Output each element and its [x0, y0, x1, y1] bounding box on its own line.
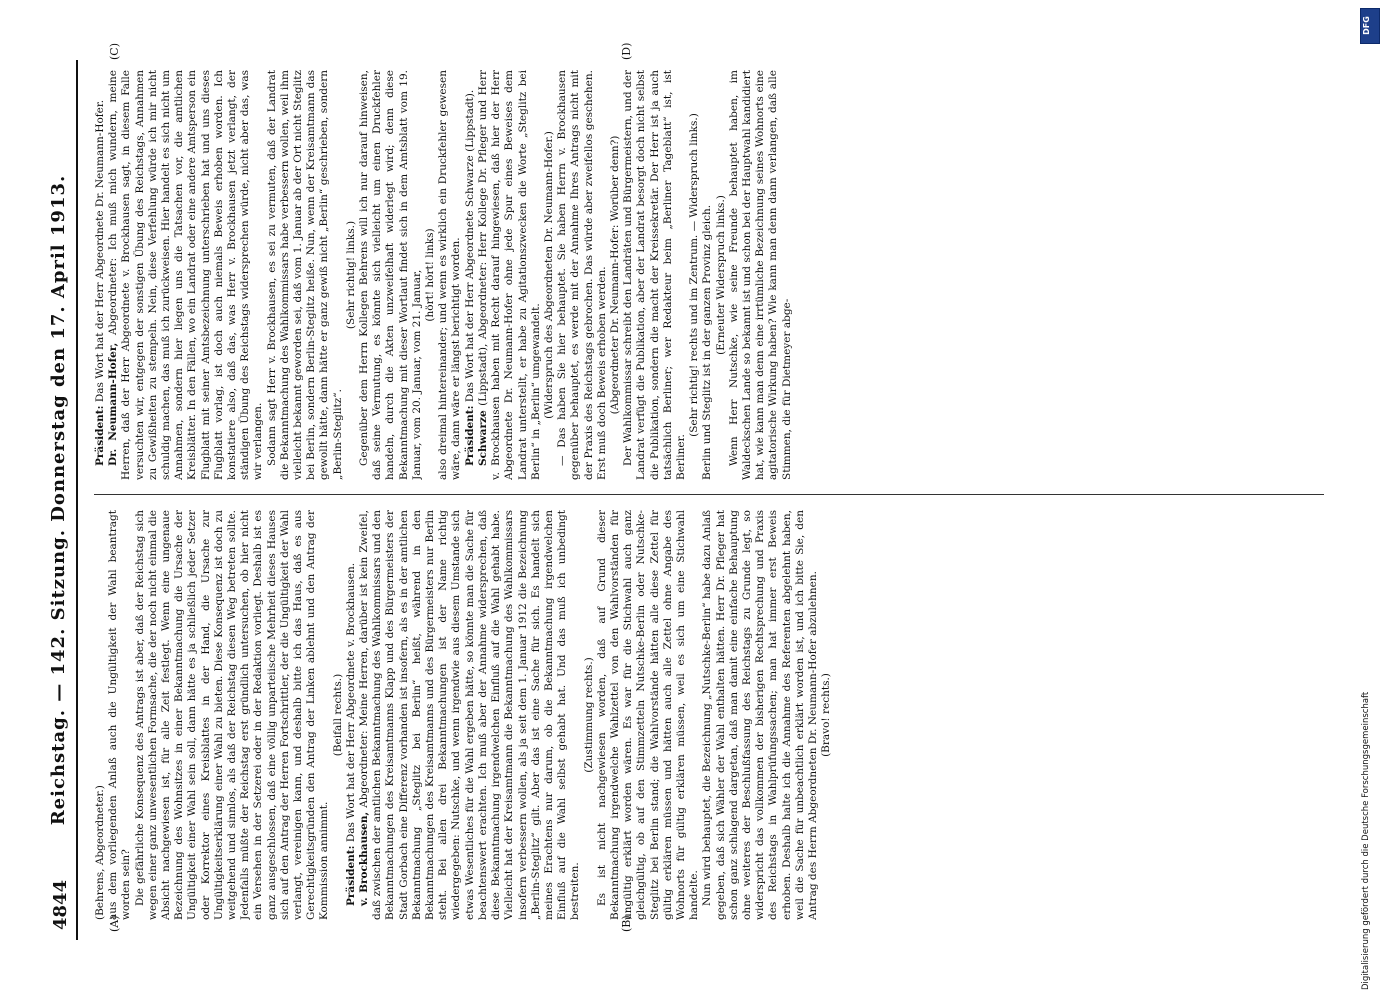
speaker-name: Schwarze	[476, 410, 489, 466]
paragraph	[345, 70, 358, 480]
paragraph	[556, 70, 609, 480]
paragraph-text: (Abgeordneter Dr. Neumann-Hofer: Worüber denn?)	[608, 135, 621, 415]
paragraph-text: Nun wird behauptet, die Bezeichnung „Nutschke-Berlin“ habe dazu Anlaß gegeben, daß sich Wähler der Wahl enthalten hätten. Herr Dr. Pfleger hat schon ganz schlagend dargetan, daß man damit eine einfache Behauptung ohne weiteres der Beschlußfassung des Reichstags zu Grunde legt, so widerspricht das vollkommen der bisherigen Rechtsprechung und Praxis des Reichstags in Wahlprüfungssachen; man hat immer erst Beweis erhoben. Deshalb halte ich die Annahme des Referenten abgelehnt haben, weil die Sache für unbeachtlich erklärt worden ist, und ich bitte Sie, den Antrag des Herrn Abgeordneten Dr. Neumann-Hofer abzulehnen.	[701, 510, 819, 920]
paragraph-text: Abgeordneter: Meine Herren, darüber ist kein Zweifel, daß zwischen der amtlichen Bekanntmachung des Wahlkommissars und den Bekanntmachungen des Kreisamtmanns Klapp und des Bürgermeisters der Stadt Gorbach eine Differenz vorhanden ist insofern, als es in der amtlichen Bekanntmachung „Steglitz bei Berlin“ heißt, während in den Bekanntmachungen des Kreisamtmanns und des Bürgermeisters nur Berlin steht. Bei allen drei Bekanntmachungen ist der Name richtig wiedergegeben: Nutschke, und wenn irgendwie aus diesem Umstande sich etwas Wesentliches für die Wahl ergeben hätte, so könnte man die Sache für beachtenswert erachten. Ich muß aber der Annahme widersprechen, daß diese Bekanntmachung irgendwelchen Einfluß auf die Wahl gehabt habe. Vielleicht hat der Kreisamtmann die Bekanntmachung des Wahlkommissars insofern verbessern wollen, als ja seit dem 1. Januar 1912 die Bezeichnung „Berlin-Steglitz“ gilt. Aber das ist eine Sache für sich. Es handelt sich meines Erachtens nur darum, ob die Bekanntmachung irgendwelchen Einfluß auf die Wahl selbst gehabt hat. Und das muß ich unbedingt bestreiten.	[358, 510, 582, 920]
paragraph-text: Abgeordneter: Ich muß mich wundern, meine Herren, daß der Herr Abgeordnete v. Brockhausen sagt, in diesem Falle versuchten wir, entgegen der sonstigen Übung des Reichstags, Annahmen zu Gewißheiten zu stempeln. Nein, diese Verfehlung würde ich mir nicht schuldig machen, das muß ich zurückweisen. Hier handelt es sich nicht um Annahmen, sondern hier liegen uns die Tatsachen vor, die amtlichen Kreisblätter. In den Fällen, wo ein Landrat oder eine andere Amtsperson ein Flugblatt mit seiner Amtsbezeichnung unterschrieben hat und uns dieses Flugblatt vorlag, ist doch auch niemals Beweis erhoben worden. Ich konstatiere also, daß das, was Herr v. Brockhausen jetzt verlangt, der ständigen Übung des Reichstags widersprechen würde, nicht aber das, was wir verlangen.	[107, 70, 265, 480]
paragraph	[358, 510, 582, 920]
paragraph-text: Der Wahlkommissar schreibt den Landräten und Bürgermeistern, und der Landrat verfügt die Publikation, aber der Landrat besorgt doch nicht selbst die Publikation, sondern die macht der Kreissekretär. Der Herr ist ja auch tatsächlich Berliner; wer Redakteur beim „Berliner Tageblatt“ ist, ist Berliner.	[622, 70, 687, 480]
paragraph	[715, 70, 728, 480]
paragraph	[464, 70, 477, 480]
page-number: 4844	[50, 879, 71, 930]
paragraph-text: Das Wort hat der Herr Abgeordnete v. Brockhausen.	[344, 562, 357, 843]
paragraph-text: (Lippstadt), Abgeordneter: Herr Kollege Dr. Pfleger und Herr v. Brockhausen haben mit Recht darauf hingewiesen, daß hier der Herr Abgeordnete Dr. Neumann-Hofer ohne jede Spur eines Beweises dem Landrat unterstellt, er habe zu Agitationszwecken die Worte „Steglitz bei Berlin“ in „Berlin“ umgewandelt.	[476, 70, 542, 480]
paragraph	[728, 70, 794, 480]
paragraph	[583, 510, 596, 920]
header-rule	[76, 60, 78, 940]
paragraph	[358, 70, 424, 480]
paragraph-text: Es ist nicht nachgewiesen worden, daß auf Grund dieser Bekanntmachung irgendwelche Wahlzettel von den Wahlvorständen für ungültig erklärt worden wären. Es war für die Stichwahl auch ganz gleichgültig, ob auf den Stimmzetteln Nutschke-Berlin oder Nutschke-Steglitz bei Berlin stand; die Wahlvorstände hätten alle diese Zettel für gültig erklären müssen und hätten auch alle Zettel ohne Angabe des Wohnorts für gültig erklären müssen, weil es sich um eine Stichwahl handelte.	[595, 510, 701, 920]
paragraph	[332, 510, 345, 920]
paragraph	[107, 510, 133, 920]
speaker-name: Präsident:	[463, 405, 476, 466]
paragraph	[134, 510, 332, 920]
paragraph-text: (Zustimmung rechts.)	[582, 657, 595, 773]
text-column-right	[94, 70, 1324, 480]
paragraph	[688, 70, 701, 480]
page-header	[0, 0, 92, 1000]
paragraph-text: Wenn Herr Nutschke, wie seine Freunde behauptet haben, im Waldeckschen Lande so bekannt ist und schon bei der Hauptwahl kandidiert hat, wie kann man denn eine irrtümliche Bezeichnung seines Wohnorts eine agitatorische Wirkung haben? Wie kann man denn dann verlangen, daß alle Stimmen, die für Dietmeyer abge-	[727, 70, 793, 480]
speaker-name: Präsident:	[94, 405, 106, 466]
paragraph-text: (Sehr richtig! rechts und im Zentrum. — Widerspruch links.)	[688, 113, 701, 437]
paragraph	[820, 510, 833, 920]
paragraph	[94, 510, 107, 920]
speaker-name: v. Brockhausen,	[358, 811, 371, 906]
paragraph-text: (Bravo! rechts.)	[820, 673, 833, 757]
margin-marker-a: (A)	[108, 915, 121, 932]
margin-marker-d: (D)	[620, 42, 633, 60]
paragraph	[701, 70, 714, 480]
dfg-logo-text: DFG	[1361, 16, 1371, 35]
paragraph	[477, 70, 543, 480]
margin-marker-c: (C)	[108, 43, 121, 60]
paragraph	[543, 70, 556, 480]
paragraph-text: (hört! hört! links)	[424, 228, 437, 322]
margin-marker-b: (B)	[620, 915, 633, 932]
paragraph-text: (Erneuter Widerspruch links.)	[714, 195, 727, 355]
paragraph	[345, 510, 358, 920]
paragraph-text: (Widerspruch des Abgeordneten Dr. Neumann-Hofer.)	[542, 131, 555, 419]
paragraph	[424, 70, 437, 480]
paragraph	[596, 510, 702, 920]
paragraph-text: (Behrens, Abgeordneter.)	[94, 785, 106, 920]
paragraph-text: Das Wort hat der Herr Abgeordnete Schwarze (Lippstadt).	[463, 89, 476, 403]
paragraph-text: Berlin und Steglitz ist in der ganzen Provinz gleich.	[701, 204, 714, 480]
paragraph	[701, 510, 820, 920]
paragraph-text: Sodann sagt Herr v. Brockhausen, es sei zu vermuten, daß der Landrat die Bekanntmachung des Wahlkommissars habe verbessern wollen, weil ihm vielleicht bekannt geworden sei, daß vom 1. Januar ab der Ort nicht Steglitz bei Berlin, sondern Berlin-Steglitz heiße. Nun, wenn der Kreisamtmann das gewollt hätte, dann hätte er ganz gewiß nicht „Berlin“ geschrieben, sondern „Berlin-Steglitz“.	[265, 70, 344, 480]
paragraph-text: (Sehr richtig! links.)	[344, 220, 357, 330]
speaker-name: Präsident:	[344, 845, 357, 906]
paragraph-text: Gegenüber dem Herrn Kollegen Behrens will ich nur darauf hinweisen, daß seine Vermutung, es könnte sich vielleicht um einen Druckfehler handeln, durch die Akten unzweifelhaft widerlegt wird; denn diese Bekanntmachung mit dieser Wortlaut findet sich in dem Amtsblatt vom 19. Januar, vom 20. Januar, vom 21. Januar,	[358, 70, 423, 480]
speaker-name: Dr. Neumann-Hofer,	[107, 342, 120, 466]
digitization-note-text: Digitalisierung gefördert durch die Deutsche Forschungsgemeinschaft	[1361, 691, 1371, 990]
paragraph-text: (Beifall rechts.)	[331, 673, 344, 757]
paragraph-text: Das Wort hat der Herr Abgeordnete Dr. Neumann-Hofer.	[94, 99, 106, 403]
paragraph	[622, 70, 688, 480]
page-title: Reichstag. — 142. Sitzung. Donnerstag den 17. April 1913.	[48, 174, 69, 826]
paragraph-text: aus dem vorliegenden Anlaß auch die Ungültigkeit der Wahl beantragt worden sein?	[107, 510, 133, 920]
paragraph	[107, 70, 265, 480]
paragraph	[266, 70, 345, 480]
paragraph-text: also dreimal hintereinander; und wenn es wirklich ein Druckfehler gewesen wäre, dann wäre er längst berichtigt worden.	[437, 70, 463, 480]
paragraph	[94, 70, 107, 480]
column-divider	[94, 494, 1324, 495]
paragraph	[609, 70, 622, 480]
text-column-left	[94, 510, 1324, 920]
digitization-note	[1355, 10, 1383, 990]
paragraph-text: — Das haben Sie hier behauptet. Sie haben Herrn v. Brockhausen gegenüber behauptet, es werde mit der Annahme Ihres Antrags nicht mit der Praxis des Reichstags gebrochen. Das würde aber zweifellos geschehen. Erst muß doch Beweis erhoben werden.	[556, 70, 608, 480]
paragraph-text: Die gefährliche Konsequenz des Antrags ist aber, daß der Reichstag sich wegen einer ganz unwesentlichen Formsache, die der noch nicht einmal die Absicht nachgewiesen ist, für alle Zeit festlegt. Wenn eine ungenaue Bezeichnung des Wohnsitzes in einer Bekanntmachung die Ursache der Ungültigkeit einer Wahl sein soll, dann hätte es ja schließlich jeder Setzer oder Korrektor eines Kreisblattes in der Hand, die Ursache zur Ungültigkeitserklärung einer Wahl zu bieten. Diese Konsequenz ist doch zu weitgehend und sinnlos, als daß der Reichstag diesen Weg betreten sollte. Jedenfalls müßte der Reichstag erst gründlich untersuchen, ob hier nicht ein Versehen in der Setzerei oder in der Redaktion vorliegt. Deshalb ist es ganz ausgeschlossen, daß eine völlig unparteiische Mehrheit dieses Hauses sich auf den Antrag der Herren Fortschrittler, der die Ungültigkeit der Wahl verlangt, vereinigen kann, und deshalb bitte ich das Haus, daß es aus Gerechtigkeitsgründen den Antrag der Linken ablehnt und den Antrag der Kommission annimmt.	[133, 510, 331, 920]
paragraph	[437, 70, 463, 480]
